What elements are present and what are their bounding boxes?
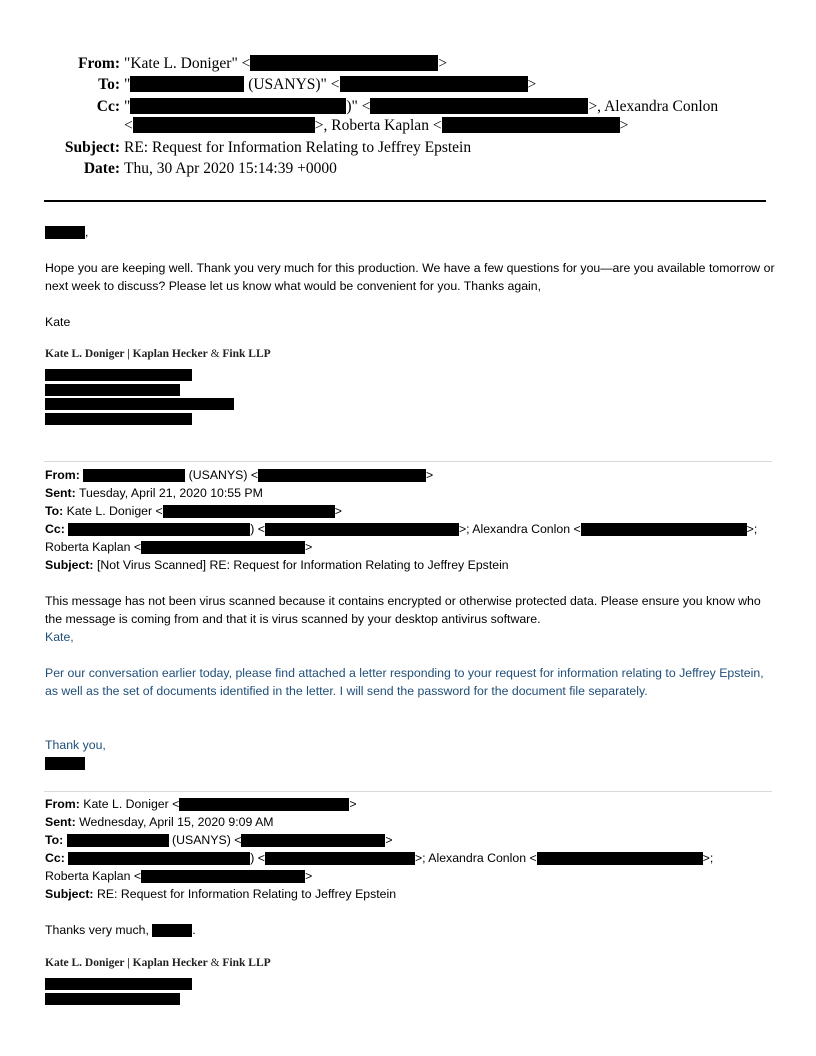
redaction: [45, 398, 234, 410]
msg2-cc-mid2: >; Alexandra Conlon <: [458, 522, 581, 536]
header-from-end: >: [438, 55, 448, 72]
header-divider: [44, 200, 766, 202]
redaction: [250, 55, 438, 71]
msg2-subject: [Not Virus Scanned] RE: Request for Information Relating to Jeffrey Epstein: [96, 558, 509, 572]
redaction: [265, 852, 415, 865]
msg2-subject-label: Subject:: [45, 558, 94, 572]
msg3-sent-label: Sent:: [45, 815, 76, 829]
signature-line: [45, 348, 271, 360]
redaction: [141, 541, 305, 554]
msg2-to: Kate L. Doniger <: [66, 504, 163, 518]
msg3-from-label: From:: [45, 797, 80, 811]
msg3-cc2-end: >: [305, 869, 313, 883]
msg3-body: [45, 921, 196, 939]
signature-sep: |: [124, 957, 133, 969]
msg3-cc-mid2: >; Alexandra Conlon <: [414, 851, 537, 865]
redaction: [581, 523, 747, 536]
redaction: [179, 798, 349, 811]
msg3-body-end: .: [192, 923, 196, 937]
redaction: [537, 852, 703, 865]
msg2-subject-row: [45, 556, 509, 574]
signature-firm: Kaplan Hecker: [132, 957, 208, 969]
header-to-mid: (USANYS)" <: [244, 76, 340, 93]
msg3-subject-row: [45, 885, 396, 903]
signature-sep: |: [124, 348, 133, 360]
header-subject: RE: Request for Information Relating to Jeffrey Epstein: [124, 139, 472, 156]
msg2-cc2: Roberta Kaplan <: [45, 540, 142, 554]
msg2-to-label: To:: [45, 504, 64, 518]
redaction: [83, 469, 185, 482]
redaction: [130, 76, 244, 92]
signature-name: Kate L. Doniger: [45, 957, 125, 969]
header-to-end: >: [527, 76, 537, 93]
msg3-cc2: Roberta Kaplan <: [45, 869, 142, 883]
msg2-from-end: >: [426, 468, 434, 482]
redaction: [265, 523, 459, 536]
msg3-sent-row: [45, 813, 274, 831]
redaction: [152, 924, 192, 937]
redaction: [68, 852, 250, 865]
header-from-name: "Kate L. Doniger" <: [124, 55, 251, 72]
redaction: [241, 834, 385, 847]
redaction: [67, 834, 169, 847]
msg3-to-end: >: [385, 833, 393, 847]
msg2-cc-row-2: [45, 538, 312, 556]
message-body: Hope you are keeping well. Thank you very much for this production. We have a few questions for you—are you available tomorrow or next week to discuss? Please let us know what would be convenient for you. Thanks again,: [45, 261, 775, 293]
msg2-from-mid: (USANYS) <: [185, 468, 259, 482]
msg2-sent-label: Sent:: [45, 486, 76, 500]
redaction: [370, 98, 588, 114]
signature-name: Kate L. Doniger: [45, 348, 125, 360]
redaction: [45, 384, 180, 396]
msg2-to-row: [45, 502, 342, 520]
msg3-cc-end: >;: [702, 851, 714, 865]
redaction: [68, 523, 250, 536]
msg3-subject-label: Subject:: [45, 887, 94, 901]
msg2-closing: Thank you,: [45, 738, 106, 752]
redaction: [45, 757, 85, 770]
msg2-to-end: >: [334, 504, 342, 518]
header-cc2-end: >: [619, 117, 629, 134]
header-date: Thu, 30 Apr 2020 15:14:39 +0000: [124, 160, 337, 177]
msg3-to-row: [45, 831, 393, 849]
msg2-from-label: From:: [45, 468, 80, 482]
greeting: [45, 223, 88, 241]
redaction: [45, 978, 192, 990]
redaction: [340, 76, 528, 92]
header-cc-label: Cc:: [96, 98, 120, 115]
virus-notice: This message has not been virus scanned because it contains encrypted or otherwise protected data. Please ensure you know who the message is coming from and that it is virus scanned by your desktop antivirus software.: [45, 594, 761, 626]
msg2-cc2-end: >: [305, 540, 313, 554]
signature-firm-end: Fink LLP: [222, 957, 271, 969]
msg2-sent: Tuesday, April 21, 2020 10:55 PM: [78, 486, 263, 500]
msg2-greeting: Kate,: [45, 630, 74, 644]
header-to-label: To:: [98, 76, 120, 93]
header-subject-label: Subject:: [64, 139, 120, 156]
msg3-to-mid: (USANYS) <: [168, 833, 242, 847]
signature-line: [45, 957, 271, 969]
greeting-suffix: ,: [85, 225, 89, 239]
msg2-from-row: [45, 466, 433, 484]
redaction: [45, 369, 192, 381]
msg3-sent: Wednesday, April 15, 2020 9:09 AM: [79, 815, 274, 829]
redaction: [141, 870, 305, 883]
redaction: [45, 413, 192, 425]
header-cc-open: ": [124, 98, 131, 115]
redaction: [442, 117, 620, 133]
msg2-cc-row: [45, 520, 757, 538]
signature-firm-end: Fink LLP: [222, 348, 271, 360]
redaction: [258, 469, 426, 482]
signature-firm: Kaplan Hecker: [132, 348, 208, 360]
msg3-from-row: [45, 795, 357, 813]
msg2-body: Per our conversation earlier today, please find attached a letter responding to your request for information relating to Jeffrey Epstein, as well as the set of documents identified in the letter. I will send the password for the document file separately.: [45, 666, 764, 698]
redaction: [45, 993, 180, 1005]
msg3-from-end: >: [349, 797, 357, 811]
redaction: [133, 117, 315, 133]
msg3-subject: RE: Request for Information Relating to Jeffrey Epstein: [96, 887, 397, 901]
header-cc2-mid: >, Roberta Kaplan <: [314, 117, 442, 134]
redaction: [45, 226, 85, 239]
header-cc2-open: <: [124, 117, 133, 134]
msg3-to-label: To:: [45, 833, 64, 847]
message-divider: [44, 791, 772, 792]
header-date-label: Date:: [83, 160, 120, 177]
msg2-sent-row: [45, 484, 263, 502]
msg3-cc-mid: ) <: [250, 851, 265, 865]
redaction: [163, 505, 335, 518]
msg3-body-text: Thanks very much,: [45, 923, 153, 937]
msg2-cc-mid: ) <: [250, 522, 265, 536]
message-divider: [44, 461, 772, 462]
signature-amp: &: [207, 348, 223, 360]
closing: Kate: [45, 315, 71, 329]
msg2-cc-label: Cc:: [45, 522, 65, 536]
header-cc-mid: )" <: [346, 98, 371, 115]
header-cc-end: >, Alexandra Conlon: [588, 98, 719, 115]
msg3-cc-row-2: [45, 867, 312, 885]
signature-amp: &: [207, 957, 223, 969]
msg3-cc-label: Cc:: [45, 851, 65, 865]
redaction: [130, 98, 346, 114]
header-cc-row-2: [124, 116, 628, 136]
header-to-open: ": [124, 76, 131, 93]
header-from-label: From:: [78, 55, 120, 72]
msg3-cc-row: [45, 849, 713, 867]
msg2-cc-end: >;: [746, 522, 758, 536]
msg3-from: Kate L. Doniger <: [83, 797, 180, 811]
